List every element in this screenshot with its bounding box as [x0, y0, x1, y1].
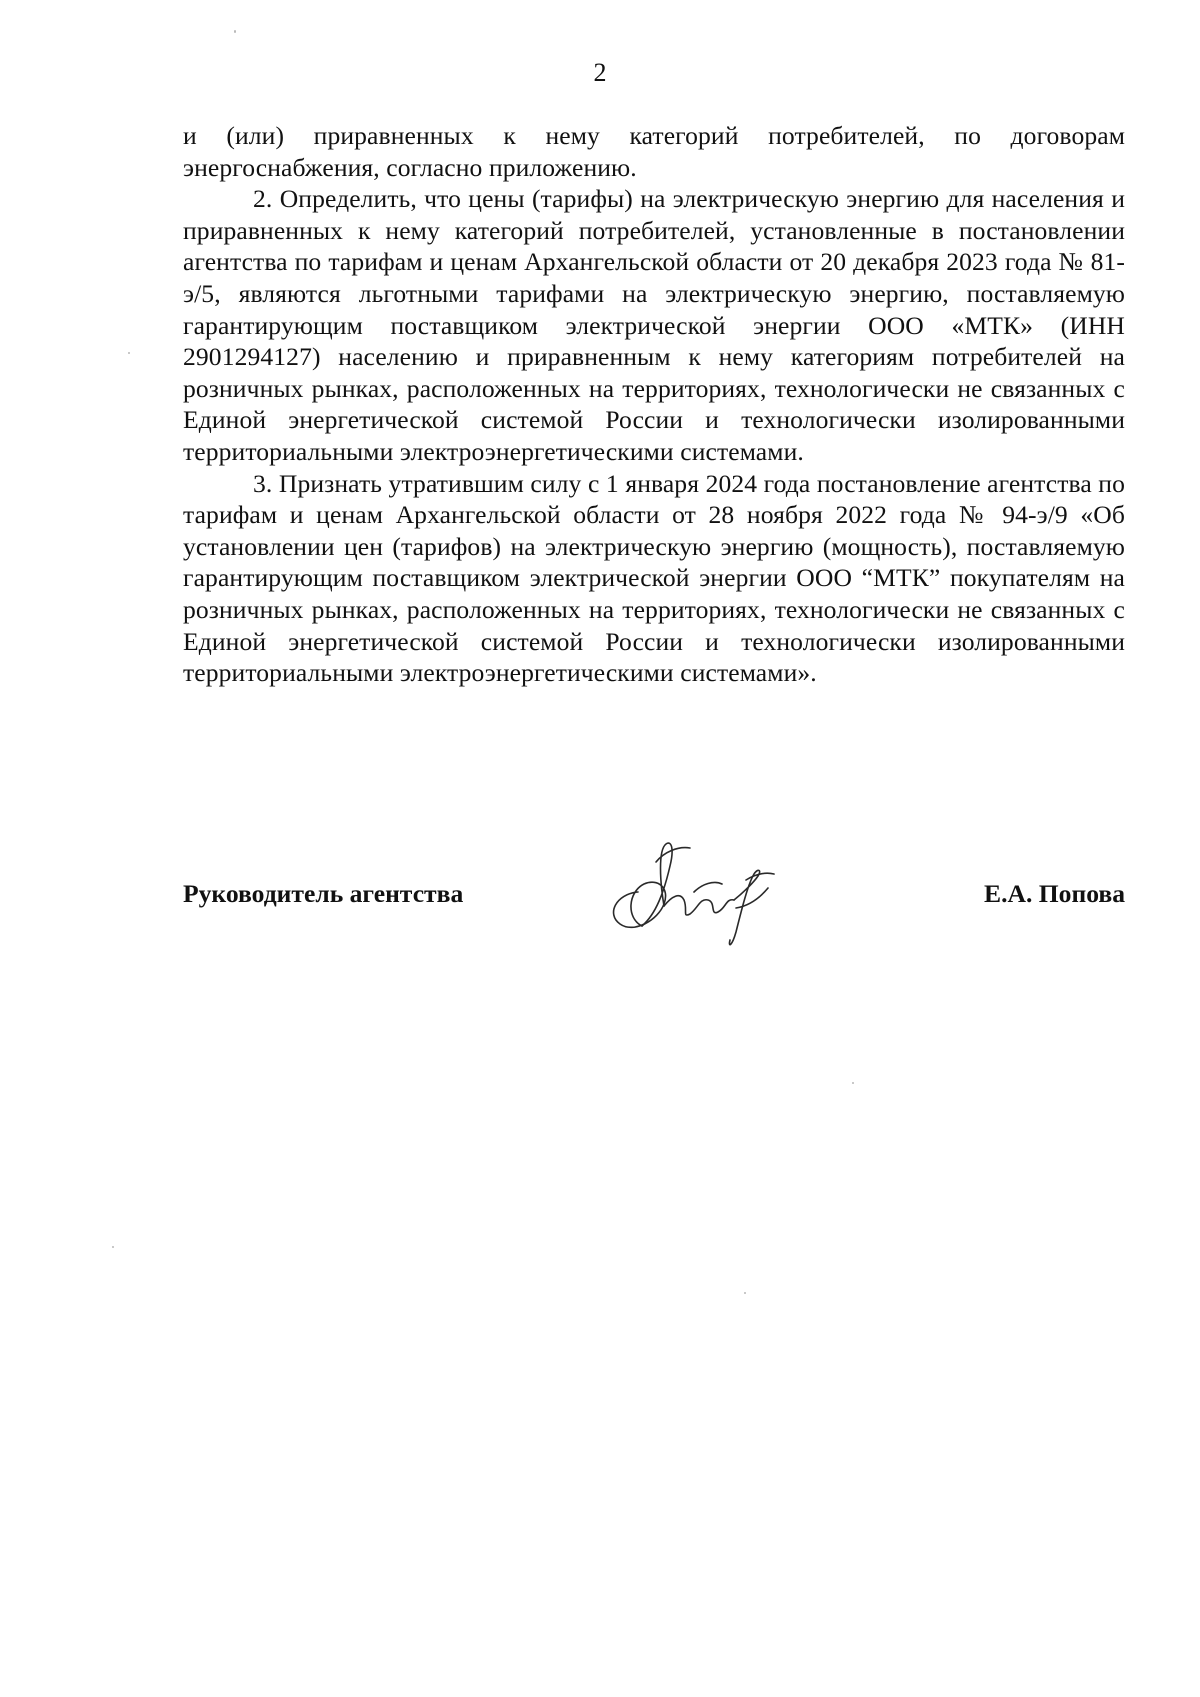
signatory-name: Е.А. Попова [984, 879, 1125, 908]
document-body [183, 120, 1125, 689]
page-number: 2 [593, 58, 607, 87]
paragraph-item-2: 2. Определить, что цены (тарифы) на электрическую энергию для населения и приравненных к нему категорий потребителей, установленные в постановлении агентства по тарифам и ценам Архангельской области от 20 декабря 2023 года № 81-э/5, являются льготными тарифами на электрическую энергию, поставляемую гарантирующим поставщиком электрической энергии ООО «МТК» (ИНН 2901294127) населению и приравненным к нему категориям потребителей на розничных рынках, расположенных на территориях, технологически не связанных с Единой энергетической системой России и технологически изолированными территориальными электроэнергетическими системами. [183, 184, 1125, 466]
paragraph-continuation: и (или) приравненных к нему категорий потребителей, по договорам энергоснабжения, согласно приложению. [183, 121, 1125, 182]
scan-speck [852, 1082, 854, 1084]
signatory-title: Руководитель агентства [183, 879, 464, 908]
paragraph-item-3: 3. Признать утратившим силу с 1 января 2024 года постановление агентства по тарифам и ценам Архангельской области от 28 ноября 2022 года № 94-э/9 «Об установлении цен (тарифов) на электрическую энергию (мощность), поставляемую гарантирующим поставщиком электрической энергии ООО “МТК” покупателям на розничных рынках, расположенных на территориях, технологически не связанных с Единой энергетической системой России и технологически изолированными территориальными электроэнергетическими системами». [183, 468, 1125, 688]
scan-speck [744, 1292, 746, 1294]
signature-block [183, 870, 1125, 960]
scan-speck [128, 352, 130, 354]
scan-speck [112, 1246, 114, 1248]
handwritten-signature [598, 822, 788, 952]
scan-speck [234, 30, 236, 33]
